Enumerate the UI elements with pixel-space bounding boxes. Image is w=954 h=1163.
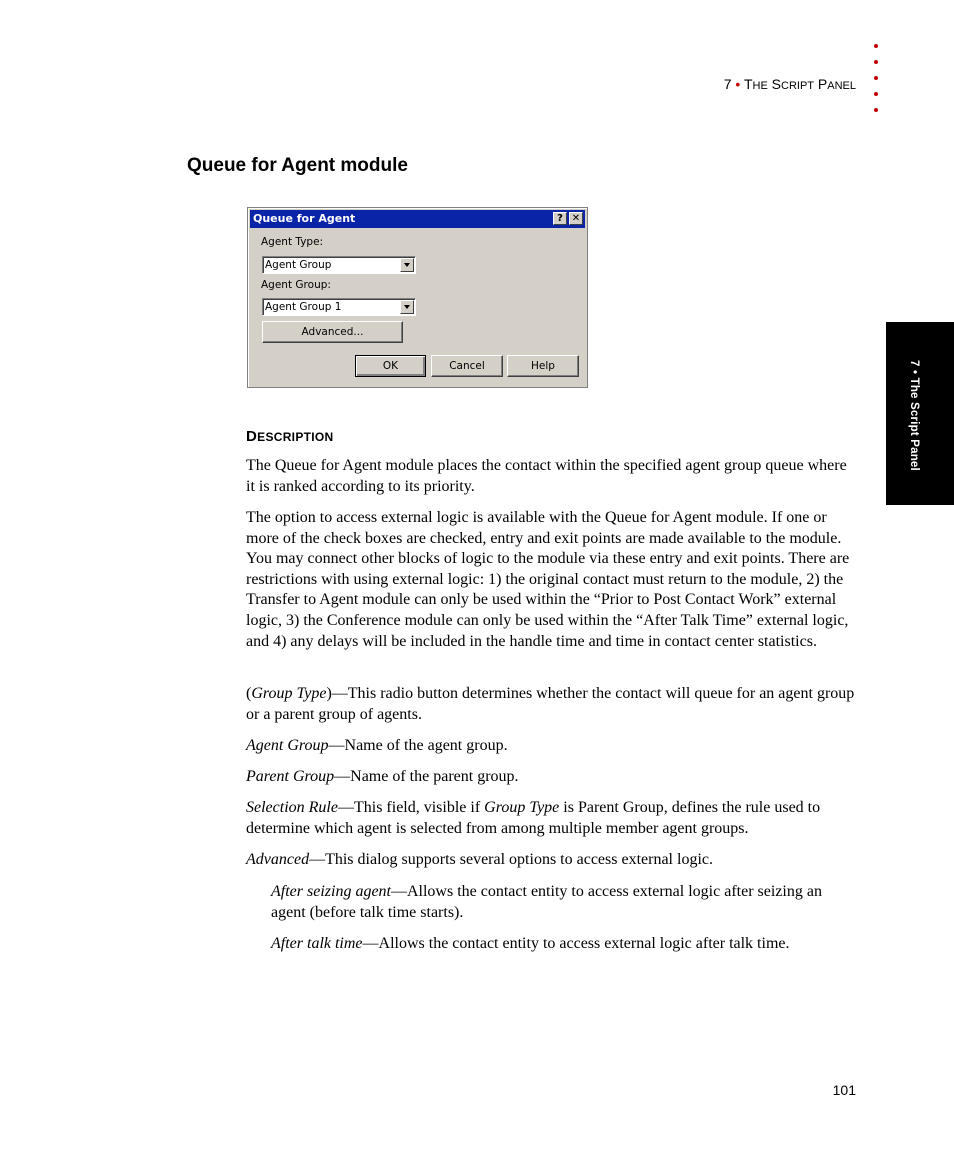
description-heading bbox=[246, 428, 333, 445]
cancel-button[interactable]: Cancel bbox=[431, 355, 503, 377]
chapter-letters: HE bbox=[752, 80, 768, 92]
agent-group-label: Agent Group: bbox=[261, 279, 331, 291]
text: —This dialog supports several options to access external logic. bbox=[309, 851, 713, 868]
paragraph bbox=[246, 798, 858, 839]
text: is Parent Group, defines the rule used to determine which agent is selected from among multiple member agent groups. bbox=[246, 799, 821, 837]
heading-initial: D bbox=[246, 428, 258, 445]
paragraph bbox=[271, 934, 859, 955]
agent-group-value: Agent Group 1 bbox=[265, 301, 342, 313]
chevron-down-icon[interactable] bbox=[400, 300, 414, 314]
decorative-dots bbox=[872, 44, 882, 124]
paragraph bbox=[246, 684, 858, 725]
heading-rest: ESCRIPTION bbox=[257, 430, 334, 444]
term: Group Type bbox=[484, 799, 560, 816]
section-title: Queue for Agent module bbox=[187, 155, 408, 176]
paragraph: The option to access external logic is available with the Queue for Agent module. If one or more of the check boxes are checked, entry and exit points are made available to the module. You may connect other blocks of logic to the module via these entry and exit points. There are restrictions with using external logic: 1) the original contact must return to the module, 2) the Transfer to Agent module can only be used within the “Prior to Post Contact Work” external logic, 3) the Conference module can only be used within the “After Talk Time” external logic, and 4) any delays will be included in the handle time and time in contact center statistics. bbox=[246, 509, 850, 650]
bullet: • bbox=[735, 76, 741, 92]
dot bbox=[874, 76, 878, 80]
text: —Name of the agent group. bbox=[328, 737, 508, 754]
dot bbox=[874, 108, 878, 112]
text: —This field, visible if bbox=[337, 799, 485, 816]
ok-button[interactable]: OK bbox=[355, 355, 426, 377]
paragraph: The Queue for Agent module places the contact within the specified agent group queue where it is ranked according to its priority. bbox=[246, 457, 847, 495]
dialog-titlebar bbox=[250, 210, 585, 228]
chapter-letters: CRIPT bbox=[781, 80, 815, 92]
dot bbox=[874, 44, 878, 48]
text: —Allows the contact entity to access external logic after talk time. bbox=[362, 935, 790, 952]
term: Selection Rule bbox=[246, 799, 338, 816]
chapter-number: 7 bbox=[723, 76, 732, 92]
queue-for-agent-dialog bbox=[247, 207, 588, 388]
dialog-title: Queue for Agent bbox=[253, 212, 356, 225]
paragraph bbox=[246, 767, 858, 788]
agent-group-select[interactable] bbox=[262, 298, 416, 316]
running-head bbox=[560, 76, 856, 92]
term: Advanced bbox=[246, 851, 310, 868]
chapter-letter: P bbox=[817, 76, 828, 92]
chapter-letter: S bbox=[771, 76, 782, 92]
text: —Name of the parent group. bbox=[334, 768, 519, 785]
term: Agent Group bbox=[246, 737, 329, 754]
chevron-down-icon[interactable] bbox=[400, 258, 414, 272]
dot bbox=[874, 92, 878, 96]
paragraph bbox=[246, 736, 858, 757]
text: —Allows the contact entity to access external logic after seizing an agent (before talk time starts). bbox=[271, 883, 822, 921]
advanced-button[interactable]: Advanced... bbox=[262, 321, 403, 343]
side-tab-label: 7 • The Script Panel bbox=[908, 360, 920, 471]
text: ( bbox=[246, 685, 252, 702]
term: Parent Group bbox=[246, 768, 335, 785]
agent-type-select[interactable] bbox=[262, 256, 416, 274]
chapter-letters: ANEL bbox=[827, 80, 856, 92]
agent-type-value: Agent Group bbox=[265, 259, 332, 271]
term: After seizing agent bbox=[271, 883, 391, 900]
page-number: 101 bbox=[832, 1082, 856, 1098]
agent-type-label: Agent Type: bbox=[261, 236, 324, 248]
text: )—This radio button determines whether the contact will queue for an agent group or a parent group of agents. bbox=[246, 685, 855, 723]
chapter-side-tab bbox=[886, 322, 954, 505]
chapter-letter: T bbox=[743, 76, 753, 92]
close-icon[interactable]: ✕ bbox=[569, 212, 583, 225]
term: After talk time bbox=[271, 935, 363, 952]
help-button[interactable]: Help bbox=[507, 355, 579, 377]
help-icon[interactable]: ? bbox=[553, 212, 567, 225]
dot bbox=[874, 60, 878, 64]
term: Group Type bbox=[251, 685, 327, 702]
paragraph bbox=[271, 882, 859, 923]
paragraph bbox=[246, 850, 858, 871]
